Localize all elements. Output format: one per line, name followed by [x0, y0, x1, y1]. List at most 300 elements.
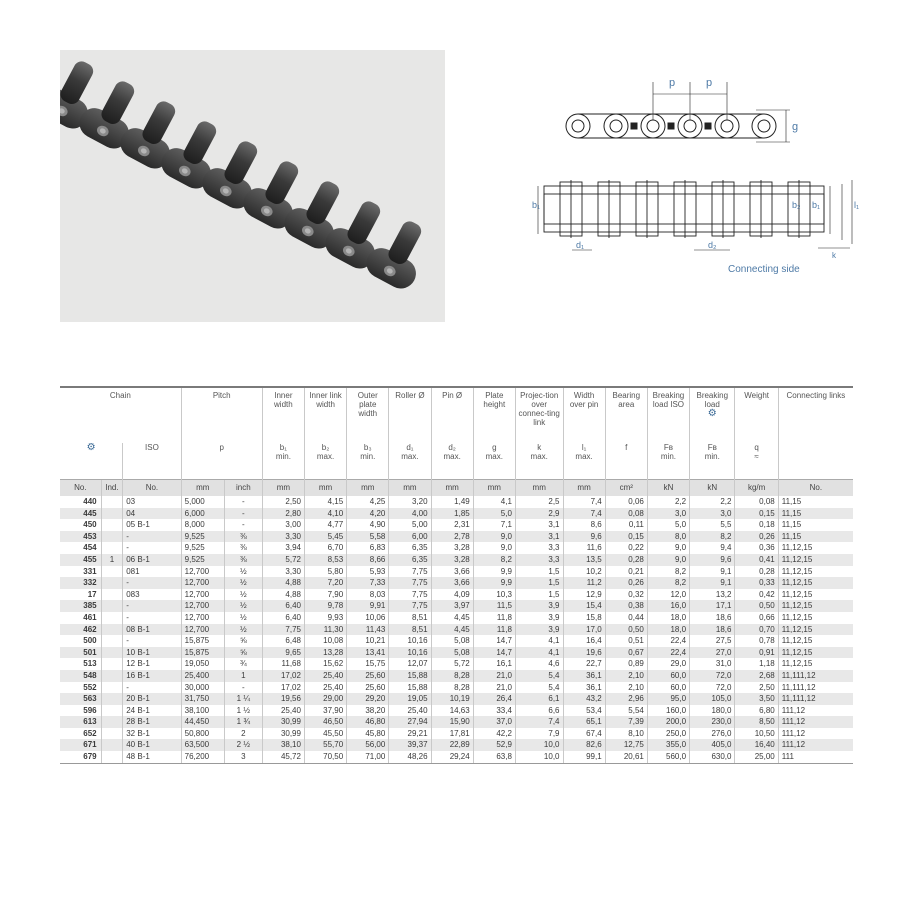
table-cell: 445	[60, 508, 101, 520]
sym-k: k	[537, 443, 542, 452]
table-cell: 450	[83, 520, 97, 530]
table-cell: 11,12,15	[778, 566, 853, 578]
table-cell: 25,400	[181, 670, 224, 682]
table-cell: 15,90	[431, 716, 473, 728]
table-cell: 13,5	[563, 554, 605, 566]
header-row-units	[60, 479, 853, 496]
unit-cell: mm	[431, 479, 473, 496]
table-cell: 8,2	[647, 566, 689, 578]
table-cell: 18,6	[690, 612, 735, 624]
table-cell: 111,12	[778, 739, 853, 751]
table-cell: ½	[224, 589, 262, 601]
table-cell: 440	[83, 497, 97, 506]
header-pin: Pin Ø	[431, 387, 473, 443]
sym-b2-sub: max.	[316, 452, 335, 461]
table-cell: 04	[123, 508, 181, 520]
header-inner-link-width: Inner link width	[304, 387, 346, 443]
table-cell: 4,77	[304, 519, 346, 531]
table-cell: 3,3	[515, 542, 563, 554]
unit-cell: mm	[389, 479, 431, 496]
table-cell: 8,6	[563, 519, 605, 531]
table-cell: 55,70	[304, 739, 346, 751]
sym-d2-sub: max.	[443, 452, 461, 461]
table-cell: 5,000	[181, 496, 224, 508]
table-cell	[101, 496, 123, 508]
table-row	[60, 542, 853, 554]
table-cell: ⅜	[224, 554, 262, 566]
table-cell: 42,2	[473, 728, 515, 740]
table-cell: 25,40	[304, 670, 346, 682]
table-cell	[101, 600, 123, 612]
table-cell: -	[123, 600, 181, 612]
table-cell	[101, 589, 123, 601]
table-cell: 0,67	[605, 647, 647, 659]
unit-cell: inch	[224, 479, 262, 496]
unit-cell: kN	[690, 479, 735, 496]
header-g	[473, 443, 515, 479]
sym-q-sub: ≈	[754, 452, 759, 461]
brand-gear-icon: ⚙	[86, 443, 96, 453]
table-cell: 4,00	[389, 508, 431, 520]
table-cell: 10 B-1	[123, 647, 181, 659]
table-cell: 10,08	[304, 635, 346, 647]
table-cell: 12,9	[563, 589, 605, 601]
header-fb2	[690, 443, 735, 479]
table-cell: 27,94	[389, 716, 431, 728]
table-cell: 5,08	[431, 647, 473, 659]
table-cell: 250,0	[647, 728, 689, 740]
table-cell: 0,91	[735, 647, 778, 659]
table-cell: 31,750	[181, 693, 224, 705]
table-cell: 7,9	[515, 728, 563, 740]
table-cell: 16,1	[473, 658, 515, 670]
table-row	[60, 624, 853, 636]
table-cell	[101, 728, 123, 740]
table-cell: 56,00	[347, 739, 389, 751]
table-cell: 0,18	[735, 519, 778, 531]
table-cell: 37,90	[304, 705, 346, 717]
table-cell: 17,02	[262, 670, 304, 682]
table-cell: 596	[83, 705, 97, 715]
table-cell: 11,43	[347, 624, 389, 636]
header-connecting-links: Connecting links	[778, 387, 853, 443]
table-cell: 3,9	[515, 612, 563, 624]
table-cell: 11,8	[473, 624, 515, 636]
table-cell: 4,88	[262, 577, 304, 589]
table-cell: 6,000	[181, 508, 224, 520]
table-cell: 2,50	[262, 496, 304, 508]
table-cell: -	[123, 542, 181, 554]
table-cell: 11,111,12	[778, 682, 853, 694]
table-cell: 30,99	[262, 716, 304, 728]
sym-l1: l₁	[581, 443, 587, 452]
table-cell: 5,08	[431, 635, 473, 647]
table-cell: 9,4	[690, 542, 735, 554]
table-cell: 9,525	[181, 554, 224, 566]
table-cell: -	[123, 612, 181, 624]
top-view-pin	[668, 123, 674, 129]
table-cell: 40 B-1	[123, 739, 181, 751]
table-cell: 10,19	[431, 693, 473, 705]
sym-l1-sub: max.	[575, 452, 593, 461]
roller-chain-image	[60, 50, 445, 322]
table-cell: 99,1	[563, 751, 605, 763]
table-cell: 10,2	[563, 566, 605, 578]
table-cell: 15,75	[347, 658, 389, 670]
table-cell: 13,2	[690, 589, 735, 601]
table-cell: 5,93	[347, 566, 389, 578]
table-cell: 25,60	[347, 682, 389, 694]
table-cell: 39,37	[389, 739, 431, 751]
table-cell: ½	[224, 600, 262, 612]
table-cell: 45,72	[262, 751, 304, 763]
table-cell: 11,68	[262, 658, 304, 670]
table-cell: 500	[83, 636, 97, 646]
sym-fb-sub: min.	[660, 452, 677, 461]
table-cell: 11,12,15	[778, 624, 853, 636]
table-cell: 548	[60, 670, 101, 682]
table-row	[60, 531, 853, 543]
table-cell: 6,1	[515, 693, 563, 705]
table-cell: 3,1	[515, 519, 563, 531]
table-cell: 22,7	[563, 658, 605, 670]
table-cell: 16,40	[735, 739, 778, 751]
table-cell: 11,12,15	[778, 554, 853, 566]
table-cell: 14,7	[473, 647, 515, 659]
table-cell: 9,93	[304, 612, 346, 624]
sym-d1: d₁	[406, 443, 414, 452]
table-row	[60, 589, 853, 601]
table-cell: 20,61	[605, 751, 647, 763]
table-row	[60, 647, 853, 659]
table-cell: 2	[224, 728, 262, 740]
table-cell: 5,72	[431, 658, 473, 670]
table-cell: 29,00	[304, 693, 346, 705]
table-cell: 3,20	[389, 496, 431, 508]
table-cell: 7,4	[563, 496, 605, 508]
table-cell: 3	[224, 751, 262, 763]
table-cell	[101, 716, 123, 728]
table-cell: 15,875	[181, 635, 224, 647]
table-cell: 6,6	[515, 705, 563, 717]
table-cell: 27,0	[690, 647, 735, 659]
table-cell: 2,78	[431, 531, 473, 543]
table-cell: 11,2	[563, 577, 605, 589]
table-cell: 7,75	[389, 589, 431, 601]
table-cell: 7,75	[389, 600, 431, 612]
side-view-roller	[636, 180, 658, 238]
unit-cell: Ind.	[101, 479, 123, 496]
table-cell: 1 ½	[224, 705, 262, 717]
table-cell: 19,05	[389, 693, 431, 705]
table-cell: 70,50	[304, 751, 346, 763]
table-cell: 13,41	[347, 647, 389, 659]
table-cell: 385	[60, 600, 101, 612]
table-cell	[101, 624, 123, 636]
table-cell: 16,0	[647, 600, 689, 612]
table-cell	[101, 670, 123, 682]
table-cell: 7,4	[563, 508, 605, 520]
table-cell: 8,28	[431, 670, 473, 682]
table-cell: 11,12,15	[778, 589, 853, 601]
table-cell: 10,0	[515, 739, 563, 751]
table-cell: 9,6	[690, 554, 735, 566]
table-cell: 6,80	[735, 705, 778, 717]
table-cell: 22,4	[647, 635, 689, 647]
table-cell: 7,39	[605, 716, 647, 728]
table-row	[60, 600, 853, 612]
table-cell: 17	[87, 589, 97, 599]
header-plate-height: Plate height	[473, 387, 515, 443]
table-cell	[101, 531, 123, 543]
table-cell: 63,8	[473, 751, 515, 763]
table-cell: 30,99	[262, 728, 304, 740]
table-cell: 3,9	[515, 624, 563, 636]
table-cell: 453	[60, 531, 101, 543]
table-cell: 2,2	[690, 496, 735, 508]
table-cell: 4,88	[262, 589, 304, 601]
sym-g-sub: max.	[485, 452, 503, 461]
table-cell: 10,06	[347, 612, 389, 624]
table-cell: 08 B-1	[123, 624, 181, 636]
table-cell: 11,5	[473, 600, 515, 612]
table-cell: 3,50	[735, 693, 778, 705]
table-cell: 3,30	[262, 531, 304, 543]
table-cell: 3,94	[262, 542, 304, 554]
table-cell: 2,31	[431, 519, 473, 531]
table-cell: 1 ¼	[224, 693, 262, 705]
plate-height-label: g	[792, 121, 799, 133]
header-roller: Roller Ø	[389, 387, 431, 443]
header-f: f	[605, 443, 647, 479]
table-cell: 1,5	[515, 589, 563, 601]
table-cell: 38,10	[262, 739, 304, 751]
table-cell: 4,45	[431, 624, 473, 636]
table-cell: 276,0	[690, 728, 735, 740]
table-cell: 613	[60, 716, 101, 728]
table-row	[60, 670, 853, 682]
table-cell: 4,09	[431, 589, 473, 601]
table-cell: 3,97	[431, 600, 473, 612]
table-cell: 3,66	[431, 566, 473, 578]
unit-cell: cm²	[605, 479, 647, 496]
table-cell	[101, 658, 123, 670]
table-cell: 15,88	[389, 670, 431, 682]
table-cell: 17,0	[563, 624, 605, 636]
table-cell: 0,36	[735, 542, 778, 554]
table-cell: 5,58	[347, 531, 389, 543]
table-cell: 083	[123, 589, 181, 601]
table-cell: 0,51	[605, 635, 647, 647]
header-iso: ISO	[123, 443, 181, 479]
table-cell: 95,0	[647, 693, 689, 705]
table-cell: 8,0	[647, 531, 689, 543]
table-cell	[101, 566, 123, 578]
table-cell: 0,41	[735, 554, 778, 566]
table-cell: 9,525	[181, 542, 224, 554]
table-cell: 679	[60, 751, 101, 763]
table-cell: 60,0	[647, 682, 689, 694]
unit-cell: mm	[515, 479, 563, 496]
table-cell: 454	[83, 543, 97, 553]
table-cell	[101, 693, 123, 705]
table-cell: 12,0	[647, 589, 689, 601]
table-cell: 6,40	[262, 612, 304, 624]
table-cell: 630,0	[690, 751, 735, 763]
table-cell: 05 B-1	[123, 519, 181, 531]
table-cell: 3,3	[515, 554, 563, 566]
table-cell: 4,45	[431, 612, 473, 624]
header-inner-width: Inner width	[262, 387, 304, 443]
table-cell: 2,68	[735, 670, 778, 682]
table-cell: 45,80	[347, 728, 389, 740]
table-cell: 60,0	[647, 670, 689, 682]
table-row	[60, 751, 853, 763]
table-cell: 21,0	[473, 682, 515, 694]
table-cell: 6,00	[389, 531, 431, 543]
table-cell: 10,50	[735, 728, 778, 740]
table-cell: 4,25	[347, 496, 389, 508]
table-cell: 37,0	[473, 716, 515, 728]
header-breaking-load-brand-text: Breaking load	[696, 391, 729, 409]
table-cell: 18,0	[647, 624, 689, 636]
side-view-outer-plate	[544, 186, 824, 232]
table-cell: 6,83	[347, 542, 389, 554]
table-cell: 8,51	[389, 612, 431, 624]
table-cell	[101, 577, 123, 589]
table-cell: 3,0	[690, 508, 735, 520]
table-cell: 331	[83, 566, 97, 576]
table-cell	[101, 542, 123, 554]
table-body	[60, 496, 853, 763]
table-cell: 2,10	[605, 670, 647, 682]
table-cell: 03	[123, 496, 181, 508]
table-cell	[101, 647, 123, 659]
table-cell: 405,0	[690, 739, 735, 751]
table-cell: 06 B-1	[123, 554, 181, 566]
header-fb	[647, 443, 689, 479]
sym-k-sub: max.	[530, 452, 548, 461]
table-cell: 7,75	[262, 624, 304, 636]
sym-b1: b₁	[279, 443, 287, 452]
table-row	[60, 716, 853, 728]
header-b3	[347, 443, 389, 479]
table-cell: 4,90	[347, 519, 389, 531]
table-cell: 7,75	[389, 577, 431, 589]
table-cell: 28 B-1	[123, 716, 181, 728]
table-cell: 6,35	[389, 542, 431, 554]
table-cell: 45,50	[304, 728, 346, 740]
unit-cell: mm	[262, 479, 304, 496]
pitch-label-1: p	[669, 77, 676, 89]
table-cell: 29,0	[647, 658, 689, 670]
table-cell: 111	[778, 751, 853, 763]
table-row	[60, 554, 853, 566]
unit-cell: kN	[647, 479, 689, 496]
table-cell: 32 B-1	[123, 728, 181, 740]
table-cell: 8,28	[431, 682, 473, 694]
table-cell: 9,78	[304, 600, 346, 612]
table-cell: 111,12	[778, 705, 853, 717]
table-cell: 552	[83, 682, 97, 692]
table-cell: 12,700	[181, 612, 224, 624]
table-cell: 8,50	[735, 716, 778, 728]
table-cell: 52,9	[473, 739, 515, 751]
table-cell: 5,72	[262, 554, 304, 566]
table-cell: 0,50	[605, 624, 647, 636]
table-cell	[101, 508, 123, 520]
table-cell: 3,0	[647, 508, 689, 520]
top-view-link	[566, 114, 590, 138]
header-width-over-pin: Width over pin	[563, 387, 605, 443]
l1-label: l₁	[854, 200, 860, 210]
table-cell: 1,49	[431, 496, 473, 508]
table-row	[60, 705, 853, 717]
table-cell: 12,700	[181, 566, 224, 578]
sym-b2: b₂	[321, 443, 330, 452]
unit-cell: mm	[181, 479, 224, 496]
table-cell: 8,53	[304, 554, 346, 566]
table-cell: 8,2	[473, 554, 515, 566]
table-cell: 15,62	[304, 658, 346, 670]
top-view-pin	[705, 123, 711, 129]
table-cell: 4,1	[473, 496, 515, 508]
table-cell: 6,35	[389, 554, 431, 566]
table-cell: 6,70	[304, 542, 346, 554]
sym-fb: Fʙ	[663, 443, 674, 452]
table-cell: 8,51	[389, 624, 431, 636]
table-cell: ¾	[224, 658, 262, 670]
table-cell: 3,00	[262, 519, 304, 531]
table-cell	[101, 682, 123, 694]
table-cell: 18,0	[647, 612, 689, 624]
k-label: k	[832, 251, 836, 260]
unit-cell: No.	[778, 479, 853, 496]
table-cell: 0,15	[605, 531, 647, 543]
table-cell: 9,525	[181, 531, 224, 543]
table-row	[60, 635, 853, 647]
table-cell: 461	[83, 612, 97, 622]
table-cell: 25,40	[262, 705, 304, 717]
side-view-inner-plate	[544, 194, 824, 224]
table-cell: 1 ¾	[224, 716, 262, 728]
table-cell	[101, 739, 123, 751]
table-cell: 25,60	[347, 670, 389, 682]
table-cell: 12,700	[181, 624, 224, 636]
table-cell: 44,450	[181, 716, 224, 728]
table-cell: ½	[224, 612, 262, 624]
table-cell: 3,30	[262, 566, 304, 578]
table-cell: 462	[60, 624, 101, 636]
table-cell: 11,15	[778, 531, 853, 543]
table-cell: -	[123, 531, 181, 543]
unit-cell: mm	[347, 479, 389, 496]
table-cell: ⅜	[224, 542, 262, 554]
table-row	[60, 577, 853, 589]
table-cell: 4,1	[515, 647, 563, 659]
table-cell: 50,800	[181, 728, 224, 740]
table-cell: 8,66	[347, 554, 389, 566]
table-cell: 3,9	[515, 600, 563, 612]
table-cell: 5,0	[647, 519, 689, 531]
table-cell	[101, 705, 123, 717]
table-row	[60, 739, 853, 751]
header-projection: Projec-tion over connec-ting link	[515, 387, 563, 443]
table-cell: 2 ½	[224, 739, 262, 751]
table-cell: 5,54	[605, 705, 647, 717]
table-cell: 4,15	[304, 496, 346, 508]
table-cell: 5,45	[304, 531, 346, 543]
